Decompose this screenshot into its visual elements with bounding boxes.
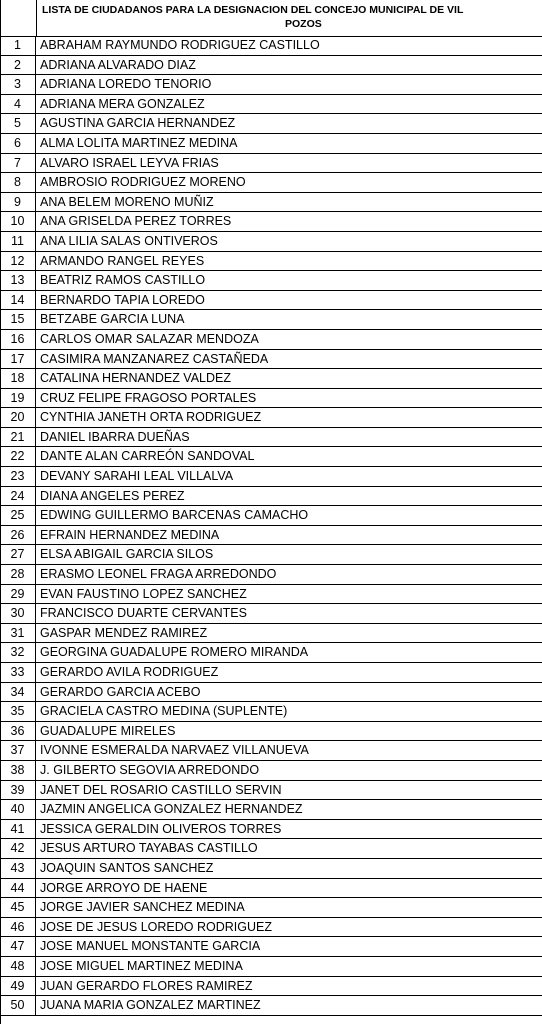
table-row [0,212,542,232]
row-number: 38 [0,761,36,780]
row-number: 28 [0,565,36,584]
citizen-name: BERNARDO TAPIA LOREDO [40,292,205,307]
citizen-name: DANTE ALAN CARREÓN SANDOVAL [40,449,255,464]
citizen-name: ARMANDO RANGEL REYES [40,253,205,268]
row-number: 39 [0,781,36,800]
table-row [0,996,542,1016]
row-number: 50 [0,996,36,1015]
row-number: 29 [0,585,36,604]
citizen-name: EFRAIN HERNANDEZ MEDINA [40,527,220,542]
citizen-name: JUANA MARIA GONZALEZ MARTINEZ [40,998,261,1013]
table-row [0,232,542,252]
table-row [0,408,542,428]
citizen-name: JOSE MANUEL MONSTANTE GARCIA [40,939,261,954]
table-row [0,898,542,918]
table-row [0,683,542,703]
table-row [0,114,542,134]
row-number: 33 [0,663,36,682]
row-number: 35 [0,702,36,721]
table-row [0,977,542,997]
row-number: 41 [0,820,36,839]
table-row [0,447,542,467]
row-number: 4 [0,95,36,114]
table-row [0,291,542,311]
citizen-name: GERARDO AVILA RODRIGUEZ [40,665,219,679]
table-row [0,761,542,781]
row-number: 30 [0,604,36,623]
row-number: 3 [0,75,36,94]
row-number: 48 [0,957,36,976]
row-number: 44 [0,879,36,898]
row-number: 43 [0,859,36,878]
citizen-name: DEVANY SARAHI LEAL VILLALVA [40,469,234,484]
citizen-name: JESSICA GERALDIN OLIVEROS TORRES [40,821,282,836]
table-row [0,134,542,154]
citizen-name: CASIMIRA MANZANAREZ CASTAÑEDA [40,351,269,366]
citizen-name: FRANCISCO DUARTE CERVANTES [40,606,247,621]
citizen-name: JAZMIN ANGELICA GONZALEZ HERNANDEZ [40,802,303,817]
row-number: 49 [0,977,36,996]
row-number: 9 [0,193,36,212]
row-number: 13 [0,271,36,290]
row-number: 22 [0,447,36,466]
row-number: 26 [0,526,36,545]
citizen-name: JORGE JAVIER SANCHEZ MEDINA [40,900,245,915]
row-number: 40 [0,800,36,819]
citizen-name: JOAQUIN SANTOS SANCHEZ [40,860,214,875]
citizen-name: CARLOS OMAR SALAZAR MENDOZA [40,331,259,346]
citizen-name: JOSE MIGUEL MARTINEZ MEDINA [40,958,243,973]
table-row [0,624,542,644]
table-row [0,310,542,330]
table-row [0,643,542,663]
citizen-name: J. GILBERTO SEGOVIA ARREDONDO [40,762,260,777]
table-row [0,154,542,174]
table-row [0,741,542,761]
citizen-name: JOSE DE JESUS LOREDO RODRIGUEZ [40,919,272,934]
table-row [0,428,542,448]
row-number: 7 [0,154,36,173]
citizen-name: CYNTHIA JANETH ORTA RODRIGUEZ [40,410,262,425]
citizen-name: IVONNE ESMERALDA NARVAEZ VILLANUEVA [40,743,309,758]
table-row [0,467,542,487]
table-row [0,56,542,76]
row-number: 18 [0,369,36,388]
table-row [0,604,542,624]
row-number: 16 [0,330,36,349]
row-number: 5 [0,114,36,133]
row-number: 10 [0,212,36,231]
header-number-cell [0,0,37,36]
citizen-name: JESUS ARTURO TAYABAS CASTILLO [40,841,258,856]
citizen-name: EVAN FAUSTINO LOPEZ SANCHEZ [40,586,247,601]
citizen-name: DANIEL IBARRA DUEÑAS [40,429,190,444]
citizen-name: ALVARO ISRAEL LEYVA FRIAS [40,155,219,170]
citizen-name: ALMA LOLITA MARTINEZ MEDINA [40,135,238,150]
row-number: 17 [0,350,36,369]
table-row [0,800,542,820]
row-number: 36 [0,722,36,741]
table-row [0,252,542,272]
citizen-name: BEATRIZ RAMOS CASTILLO [40,273,206,288]
table-header [0,0,542,37]
citizen-name: ADRIANA LOREDO TENORIO [40,77,212,92]
citizen-name: ANA GRISELDA PEREZ TORRES [40,214,232,229]
citizen-name: AGUSTINA GARCIA HERNANDEZ [40,116,236,131]
citizen-name: JORGE ARROYO DE HAENE [40,880,208,895]
row-number: 47 [0,937,36,956]
row-number: 8 [0,173,36,192]
table-row [0,526,542,546]
citizen-table-body [0,36,542,1016]
table-row [0,506,542,526]
document-title [37,3,542,31]
citizen-name: CRUZ FELIPE FRAGOSO PORTALES [40,390,257,405]
document-title-line-1: LISTA DE CIUDADANOS PARA LA DESIGNACION DEL CONCEJO MUNICIPAL DE VIL [42,4,464,16]
citizen-name: CATALINA HERNANDEZ VALDEZ [40,371,232,386]
table-row [0,937,542,957]
table-row [0,839,542,859]
citizen-name: AMBROSIO RODRIGUEZ MORENO [40,175,246,190]
citizen-name: JANET DEL ROSARIO CASTILLO SERVIN [40,782,282,797]
citizen-name: ABRAHAM RAYMUNDO RODRIGUEZ CASTILLO [40,38,320,52]
table-row [0,585,542,605]
row-number: 25 [0,506,36,525]
citizen-name: ADRIANA MERA GONZALEZ [40,96,205,111]
row-number: 37 [0,741,36,760]
citizen-name: EDWING GUILLERMO BARCENAS CAMACHO [40,508,309,523]
document-title-line-2: POZOS [285,18,322,30]
table-row [0,330,542,350]
table-row [0,36,542,56]
table-row [0,193,542,213]
row-number: 19 [0,389,36,408]
table-row [0,918,542,938]
table-row [0,663,542,683]
table-row [0,95,542,115]
table-row [0,565,542,585]
table-row [0,389,542,409]
citizen-name: ANA LILIA SALAS ONTIVEROS [40,233,218,248]
table-row [0,271,542,291]
row-number: 31 [0,624,36,643]
table-row [0,350,542,370]
row-number: 14 [0,291,36,310]
table-row [0,722,542,742]
row-number: 45 [0,898,36,917]
row-number: 21 [0,428,36,447]
row-number: 23 [0,467,36,486]
table-row [0,820,542,840]
citizen-name: DIANA ANGELES PEREZ [40,488,185,503]
citizen-name: ANA BELEM MORENO MUÑIZ [40,194,214,209]
row-number: 27 [0,545,36,564]
table-row [0,487,542,507]
row-number: 1 [0,36,36,55]
table-row [0,957,542,977]
citizen-name: GERARDO GARCIA ACEBO [40,684,201,699]
row-number: 34 [0,683,36,702]
row-number: 20 [0,408,36,427]
row-number: 42 [0,839,36,858]
table-row [0,859,542,879]
citizen-name: ERASMO LEONEL FRAGA ARREDONDO [40,567,277,582]
citizen-name: GASPAR MENDEZ RAMIREZ [40,625,208,640]
row-number: 12 [0,252,36,271]
citizen-name: GRACIELA CASTRO MEDINA (SUPLENTE) [40,704,288,719]
table-row [0,702,542,722]
table-row [0,545,542,565]
table-row [0,75,542,95]
citizen-name: BETZABE GARCIA LUNA [40,312,185,327]
row-number: 11 [0,232,36,251]
table-row [0,879,542,899]
table-row [0,781,542,801]
citizen-name: ADRIANA ALVARADO DIAZ [40,57,196,72]
row-number: 15 [0,310,36,329]
table-row [0,173,542,193]
row-number: 2 [0,56,36,75]
row-number: 32 [0,643,36,662]
citizen-name: GUADALUPE MIRELES [40,723,176,738]
row-number: 24 [0,487,36,506]
table-row [0,369,542,389]
citizen-name: ELSA ABIGAIL GARCIA SILOS [40,547,214,562]
citizen-name: JUAN GERARDO FLORES RAMIREZ [40,978,253,993]
row-number: 46 [0,918,36,937]
row-number: 6 [0,134,36,153]
citizen-name: GEORGINA GUADALUPE ROMERO MIRANDA [40,645,309,660]
